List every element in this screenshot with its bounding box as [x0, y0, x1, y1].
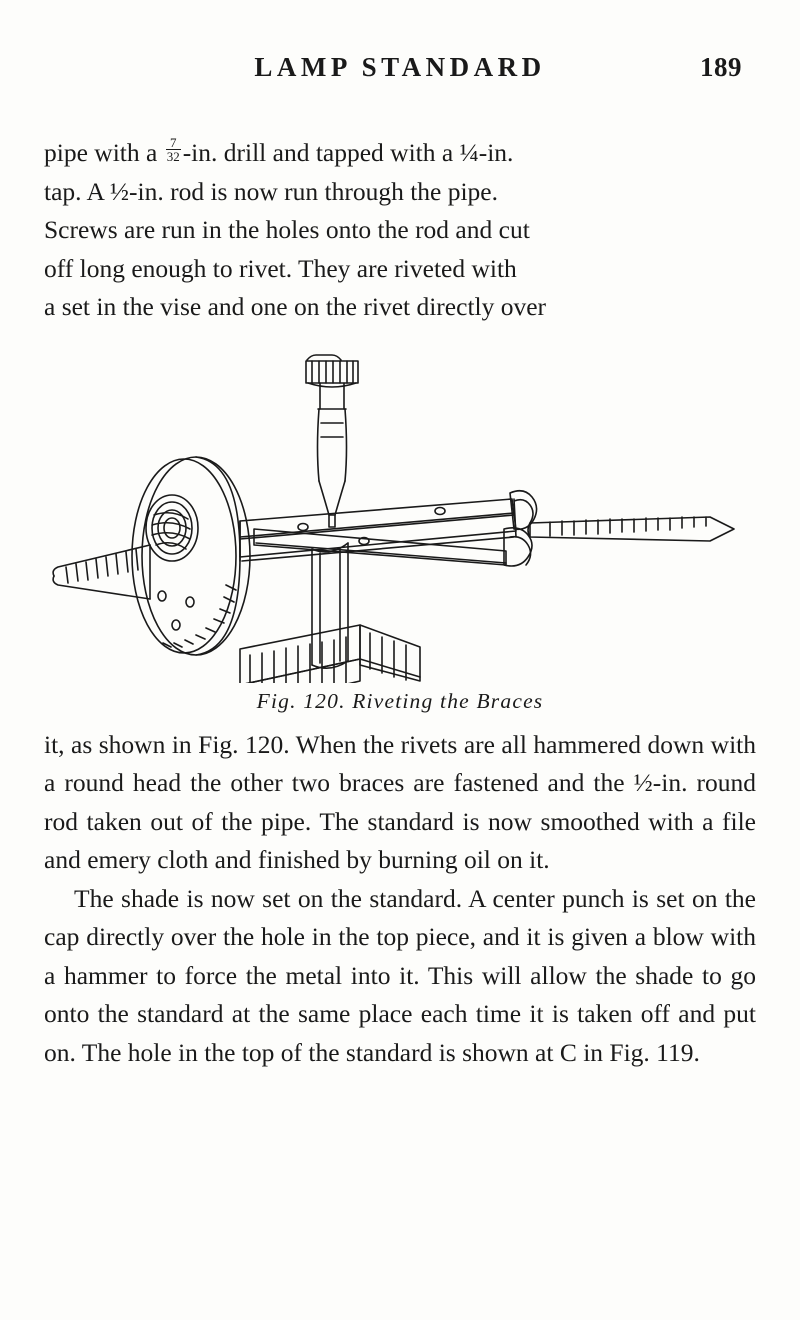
fraction-seven-thirtyseconds [166, 136, 181, 164]
paragraph-2: The shade is now set on the standard. A center punch is set on the cap directly over the hole in the top piece, and it is given a blow with a hammer to force the metal into it. This will allow the shade to go onto the standard at the same place each time it is taken off and put on. The hole in the top of the standard is shown at C in Fig. 119. [44, 883, 756, 1067]
text-line-1a: pipe with a [44, 138, 158, 167]
figure-caption: Fig. 120. Riveting the Braces [256, 688, 544, 713]
fraction-denominator: 32 [166, 149, 180, 165]
text-block-bottom [44, 726, 756, 1073]
page-header [44, 0, 756, 116]
text-line-5: a set in the vise and one on the rivet directly over [44, 292, 547, 321]
text-line-4: off long enough to rivet. They are riveted with [44, 253, 517, 283]
figure-120 [44, 353, 756, 714]
fraction-numerator: 7 [166, 136, 181, 150]
text-line-3: Screws are run in the holes onto the rod and cut [44, 215, 530, 244]
text-block-top [44, 134, 756, 327]
page-title: LAMP STANDARD [254, 52, 546, 82]
page-number: 189 [700, 52, 742, 82]
paragraph-continued [44, 134, 756, 327]
text-line-2: tap. A ½-in. rod is now run through the pipe. [44, 176, 498, 206]
paragraph-1: it, as shown in Fig. 120. When the rivets are all hammered down with a round head the other two braces are fastened and the ½-in. round rod taken out of the pipe. The standard is now smoothed with a file and emery cloth and finished by burning oil on it. [44, 729, 756, 874]
text-line-1b: -in. drill and tapped with a ¼-in. [182, 138, 514, 167]
riveting-the-braces-illustration [44, 353, 756, 683]
